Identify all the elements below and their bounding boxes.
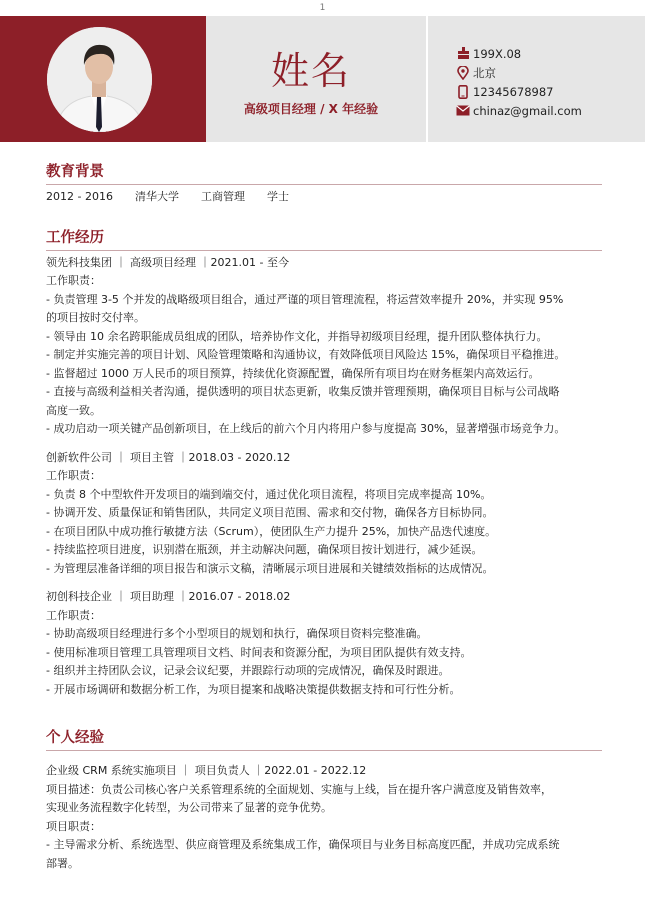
duty-line: - 成功启动一项关键产品创新项目，在上线后的前六个月内将用户参与度提高 30%，显著增强市场竞争力。 bbox=[46, 422, 566, 435]
calendar-icon bbox=[456, 47, 470, 61]
phone-number[interactable]: 12345678987 bbox=[473, 84, 554, 99]
job-entry bbox=[46, 449, 602, 579]
duty-line: - 制定并实施完善的项目计划、风险管理策略和沟通协议，有效降低项目风险达 15%，确保项目平稳推进。 bbox=[46, 348, 566, 361]
duty-label: 工作职责： bbox=[46, 469, 101, 482]
duty-label: 工作职责： bbox=[46, 274, 101, 287]
school-name: 清华大学 bbox=[134, 190, 179, 203]
job-entry bbox=[46, 588, 602, 699]
work-section bbox=[46, 227, 602, 700]
duty-label: 工作职责： bbox=[46, 608, 101, 622]
section-rule bbox=[46, 750, 602, 751]
header-divider bbox=[426, 16, 428, 142]
contact-birth bbox=[456, 44, 582, 63]
job-title-experience: 高级项目经理 / X 年经验 bbox=[243, 102, 379, 116]
duty-line: - 负责 8 个中型软件开发项目的端到端交付，通过优化项目流程，将项目完成率提高 10%。 bbox=[46, 487, 492, 501]
location-pin-icon bbox=[456, 66, 470, 80]
duty-line: - 主导需求分析、系统选型、供应商管理及系统集成工作，确保项目与业务目标高度匹配，并成功完成系统 bbox=[46, 838, 560, 851]
resume-header bbox=[0, 16, 645, 142]
contact-email bbox=[456, 101, 582, 120]
contact-location bbox=[456, 63, 582, 82]
duty-line: - 组织并主持团队会议，记录会议纪要，并跟踪行动项的完成情况，确保及时跟进。 bbox=[46, 664, 450, 677]
email-address[interactable]: chinaz@gmail.com bbox=[473, 103, 582, 118]
resume-body bbox=[46, 161, 602, 873]
job-entry bbox=[46, 254, 602, 439]
contact-list bbox=[456, 44, 582, 120]
duty-line: - 领导由 10 余名跨职能成员组成的团队，培养协作文化，并指导初级项目经理，提升团队整体执行力。 bbox=[46, 329, 548, 343]
section-rule bbox=[46, 184, 602, 185]
duty-line: - 监督超过 1000 万人民币的项目预算，持续优化资源配置，确保所有项目均在财务框架内高效运行。 bbox=[46, 366, 540, 380]
duty-line: - 协助高级项目经理进行多个小型项目的规划和执行，确保项目资料完整准确。 bbox=[46, 627, 428, 640]
duty-line: - 为管理层准备详细的项目报告和演示文稿，清晰展示项目进展和关键绩效指标的达成情况。 bbox=[46, 561, 494, 575]
section-rule bbox=[46, 250, 602, 251]
duty-line: - 直接与高级利益相关者沟通，提供透明的项目状态更新，收集反馈并管理预期，确保项目目标与公司战略 bbox=[46, 385, 560, 398]
project-desc-line: 项目描述：负责公司核心客户关系管理系统的全面规划、实施与上线，旨在提升客户满意度及销售效率， bbox=[46, 782, 552, 796]
duty-label: 项目职责： bbox=[46, 819, 101, 833]
birth-date: 199X.08 bbox=[473, 46, 522, 61]
job-heading: 领先科技集团 ｜ 高级项目经理 ｜2021.01 - 至今 bbox=[46, 255, 289, 269]
duty-line: - 开展市场调研和数据分析工作，为项目提案和战略决策提供数据支持和可行性分析。 bbox=[46, 682, 461, 696]
education-period: 2012 - 2016 bbox=[46, 190, 113, 203]
duty-line: 高度一致。 bbox=[46, 403, 101, 417]
duty-line: - 使用标准项目管理工具管理项目文档、时间表和资源分配，为项目团队提供有效支持。 bbox=[46, 645, 472, 659]
portrait-photo bbox=[47, 27, 152, 132]
location-text: 北京 bbox=[473, 65, 496, 80]
candidate-name: 姓名 bbox=[270, 49, 351, 93]
avatar bbox=[47, 27, 152, 132]
mail-icon bbox=[456, 104, 470, 118]
project-desc-line: 实现业务流程数字化转型，为公司带来了显著的竞争优势。 bbox=[46, 801, 332, 814]
section-title: 工作经历 bbox=[46, 229, 104, 246]
duty-line: 的项目按时交付率。 bbox=[46, 311, 145, 324]
personal-section bbox=[46, 727, 602, 873]
section-title: 个人经验 bbox=[46, 730, 104, 746]
project-heading: 企业级 CRM 系统实施项目 ｜ 项目负责人 ｜2022.01 - 2022.12 bbox=[46, 764, 367, 777]
duty-line: - 在项目团队中成功推行敏捷方法（Scrum），使团队生产力提升 25%，加快产品迭代速度。 bbox=[46, 524, 497, 538]
header-accent-block bbox=[0, 16, 206, 142]
education-section bbox=[46, 161, 602, 207]
contact-phone bbox=[456, 82, 582, 101]
job-heading: 创新软件公司 ｜ 项目主管 ｜2018.03 - 2020.12 bbox=[46, 450, 291, 464]
phone-icon bbox=[456, 85, 470, 99]
major: 工商管理 bbox=[200, 190, 245, 203]
job-heading: 初创科技企业 ｜ 项目助理 ｜2016.07 - 2018.02 bbox=[46, 590, 291, 603]
page-number: 1 bbox=[319, 3, 326, 13]
duty-line: - 负责管理 3-5 个并发的战略级项目组合，通过严谨的项目管理流程，将运营效率提升 20%，并实现 95% bbox=[46, 292, 564, 306]
duty-line: - 协调开发、质量保证和销售团队，共同定义项目范围、需求和交付物，确保各方目标协同。 bbox=[46, 506, 494, 519]
duty-line: 部署。 bbox=[46, 856, 79, 870]
duty-line: - 持续监控项目进度，识别潜在瓶颈，并主动解决问题，确保项目按计划进行，减少延误。 bbox=[46, 543, 483, 556]
education-row bbox=[46, 188, 602, 207]
section-title: 教育背景 bbox=[46, 164, 104, 180]
degree: 学士 bbox=[266, 190, 289, 203]
